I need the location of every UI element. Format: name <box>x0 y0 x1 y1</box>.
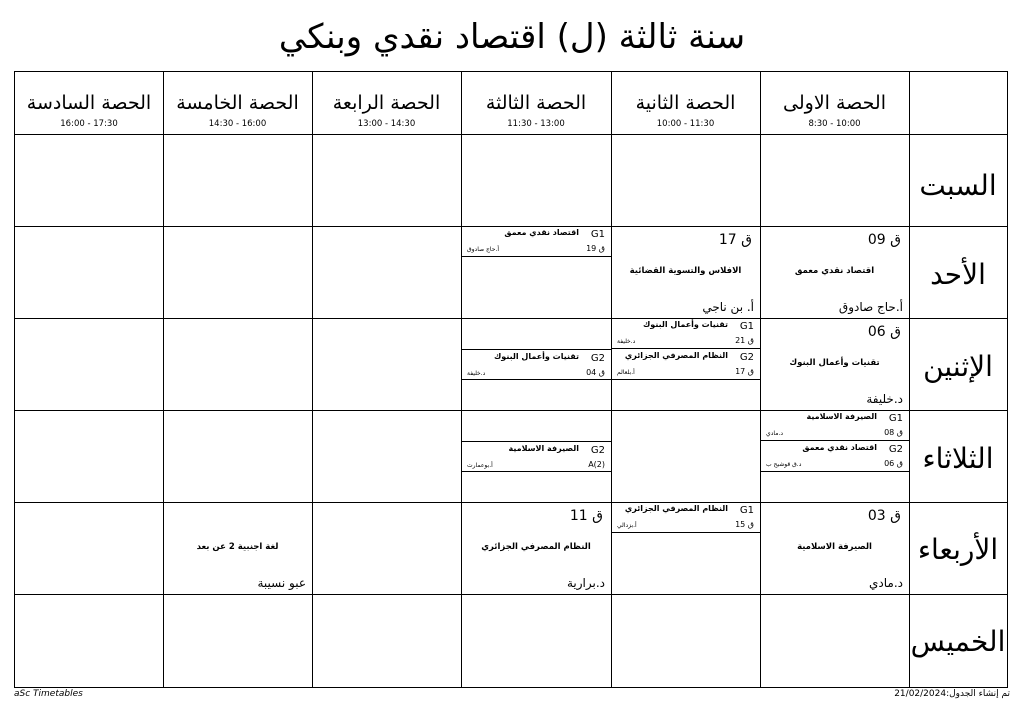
period-header-2 <box>611 72 760 134</box>
lesson-cell-split <box>461 410 611 502</box>
lesson-subject: الافلاس والتسوية القضائية <box>629 266 742 276</box>
lesson-room: ق 17 <box>718 232 752 248</box>
lesson-room: ق 03 <box>867 508 901 524</box>
timetable-title: سنة ثالثة (ل) اقتصاد نقدي وبنكي <box>278 17 746 57</box>
period-time: 16:00 - 17:30 <box>60 119 118 129</box>
lesson-cell-split <box>461 226 611 318</box>
group-label: G1 <box>739 321 754 332</box>
lesson-subject: النظام المصرفي الجزائري <box>624 351 728 360</box>
lesson-room: ق 08 <box>884 428 903 437</box>
lesson-room: ق 04 <box>586 368 605 377</box>
lesson-teacher: أ.بزدالي <box>617 522 637 529</box>
lesson-teacher: د.خليفة <box>617 338 636 345</box>
lesson-cell-split <box>461 318 611 410</box>
day-label-saturday: السبت <box>919 169 997 202</box>
period-name: الحصة الثالثة <box>485 92 587 114</box>
lesson-subject: الصيرفة الاسلامية <box>806 412 877 421</box>
lesson-room: ق 19 <box>586 244 605 253</box>
lesson-subject: اقتصاد نقدي معمق <box>802 443 877 452</box>
lesson-teacher: أ. بن ناجي <box>702 300 754 314</box>
lesson-cell-split <box>611 502 760 594</box>
lesson-cell[interactable] <box>760 502 909 594</box>
lesson-teacher: د.خليفة <box>467 370 486 377</box>
group-lesson[interactable] <box>611 349 760 380</box>
footer-generated-date: تم إنشاء الجدول:21/02/2024 <box>894 689 1010 699</box>
footer-brand: aSc Timetables <box>14 689 83 699</box>
group-label: G2 <box>590 353 605 364</box>
group-label: G1 <box>739 505 754 516</box>
period-header-6 <box>15 72 163 134</box>
group-label: G1 <box>590 229 605 240</box>
day-label-tuesday: الثلاثاء <box>922 442 994 475</box>
day-label-thursday: الخميس <box>910 625 1006 658</box>
lesson-teacher: د.مادي <box>766 430 783 437</box>
lesson-subject: اقتصاد نقدي معمق <box>504 228 579 237</box>
lesson-teacher: د.ق قوشيح ب <box>766 461 802 468</box>
group-label: G2 <box>590 445 605 456</box>
lesson-teacher: د.خليفة <box>866 392 903 406</box>
day-label-monday: الإثنين <box>923 350 993 383</box>
lesson-subject: النظام المصرفي الجزائري <box>481 542 591 552</box>
lesson-cell-split <box>760 410 909 502</box>
group-label: G1 <box>888 413 903 424</box>
lesson-room: ق 06 <box>884 459 903 468</box>
timetable-grid <box>14 71 1008 688</box>
period-time: 13:00 - 14:30 <box>357 119 416 129</box>
day-label-sunday: الأحد <box>930 258 986 291</box>
group-lesson[interactable] <box>461 441 611 472</box>
period-time: 14:30 - 16:00 <box>208 119 267 129</box>
period-header-4 <box>312 72 461 134</box>
period-header-5 <box>163 72 312 134</box>
period-time: 10:00 - 11:30 <box>656 119 715 129</box>
lesson-subject: تقنيات وأعمال البنوك <box>493 352 579 361</box>
grid-line <box>15 134 1007 135</box>
lesson-cell[interactable] <box>611 226 760 318</box>
period-name: الحصة الاولى <box>783 92 886 114</box>
group-lesson[interactable] <box>760 410 909 441</box>
period-header-3 <box>461 72 611 134</box>
group-label: G2 <box>888 444 903 455</box>
group-lesson[interactable] <box>611 502 760 533</box>
period-name: الحصة السادسة <box>26 92 152 114</box>
group-lesson[interactable] <box>760 441 909 472</box>
group-lesson[interactable] <box>611 318 760 349</box>
lesson-teacher: أ.بلعالم <box>617 369 635 376</box>
period-name: الحصة الرابعة <box>332 92 441 114</box>
lesson-room: ق 21 <box>735 336 754 345</box>
lesson-subject: اقتصاد نقدي معمق <box>794 266 875 276</box>
lesson-teacher: أ.حاج صادوق <box>467 246 500 253</box>
group-label: G2 <box>739 352 754 363</box>
lesson-subject: النظام المصرفي الجزائري <box>624 504 728 513</box>
group-lesson[interactable] <box>461 349 611 380</box>
lesson-room: ق 17 <box>735 367 754 376</box>
lesson-room: ق 06 <box>867 324 901 340</box>
lesson-teacher: أ.بوعمارت <box>467 462 493 469</box>
lesson-room: ق 15 <box>735 520 754 529</box>
lesson-subject: تقنيات وأعمال البنوك <box>642 320 728 329</box>
lesson-teacher: د.برارية <box>566 576 605 590</box>
lesson-cell[interactable] <box>461 502 611 594</box>
lesson-subject: الصيرفة الاسلامية <box>508 444 579 453</box>
lesson-cell[interactable] <box>163 502 312 594</box>
lesson-room: ق 11 <box>569 508 603 524</box>
period-name: الحصة الثانية <box>635 92 736 114</box>
lesson-teacher: أ.حاج صادوق <box>838 300 903 314</box>
lesson-cell[interactable] <box>760 318 909 410</box>
day-label-wednesday: الأربعاء <box>917 533 999 566</box>
lesson-room: ق 09 <box>867 232 901 248</box>
grid-line <box>15 594 1007 595</box>
lesson-room: A(2) <box>588 460 605 469</box>
lesson-subject: لغة اجنبية 2 عن بعد <box>196 542 279 552</box>
group-lesson[interactable] <box>461 226 611 257</box>
lesson-teacher: عبو نسيبة <box>257 576 306 590</box>
period-header-1 <box>760 72 909 134</box>
period-name: الحصة الخامسة <box>176 92 299 114</box>
lesson-cell[interactable] <box>760 226 909 318</box>
lesson-subject: تقنيات وأعمال البنوك <box>789 358 880 368</box>
lesson-subject: الصيرفة الاسلامية <box>797 542 872 552</box>
lesson-teacher: د.مادي <box>869 576 903 590</box>
period-time: 11:30 - 13:00 <box>507 119 565 129</box>
period-time: 8:30 - 10:00 <box>808 119 861 129</box>
lesson-cell-split <box>611 318 760 410</box>
